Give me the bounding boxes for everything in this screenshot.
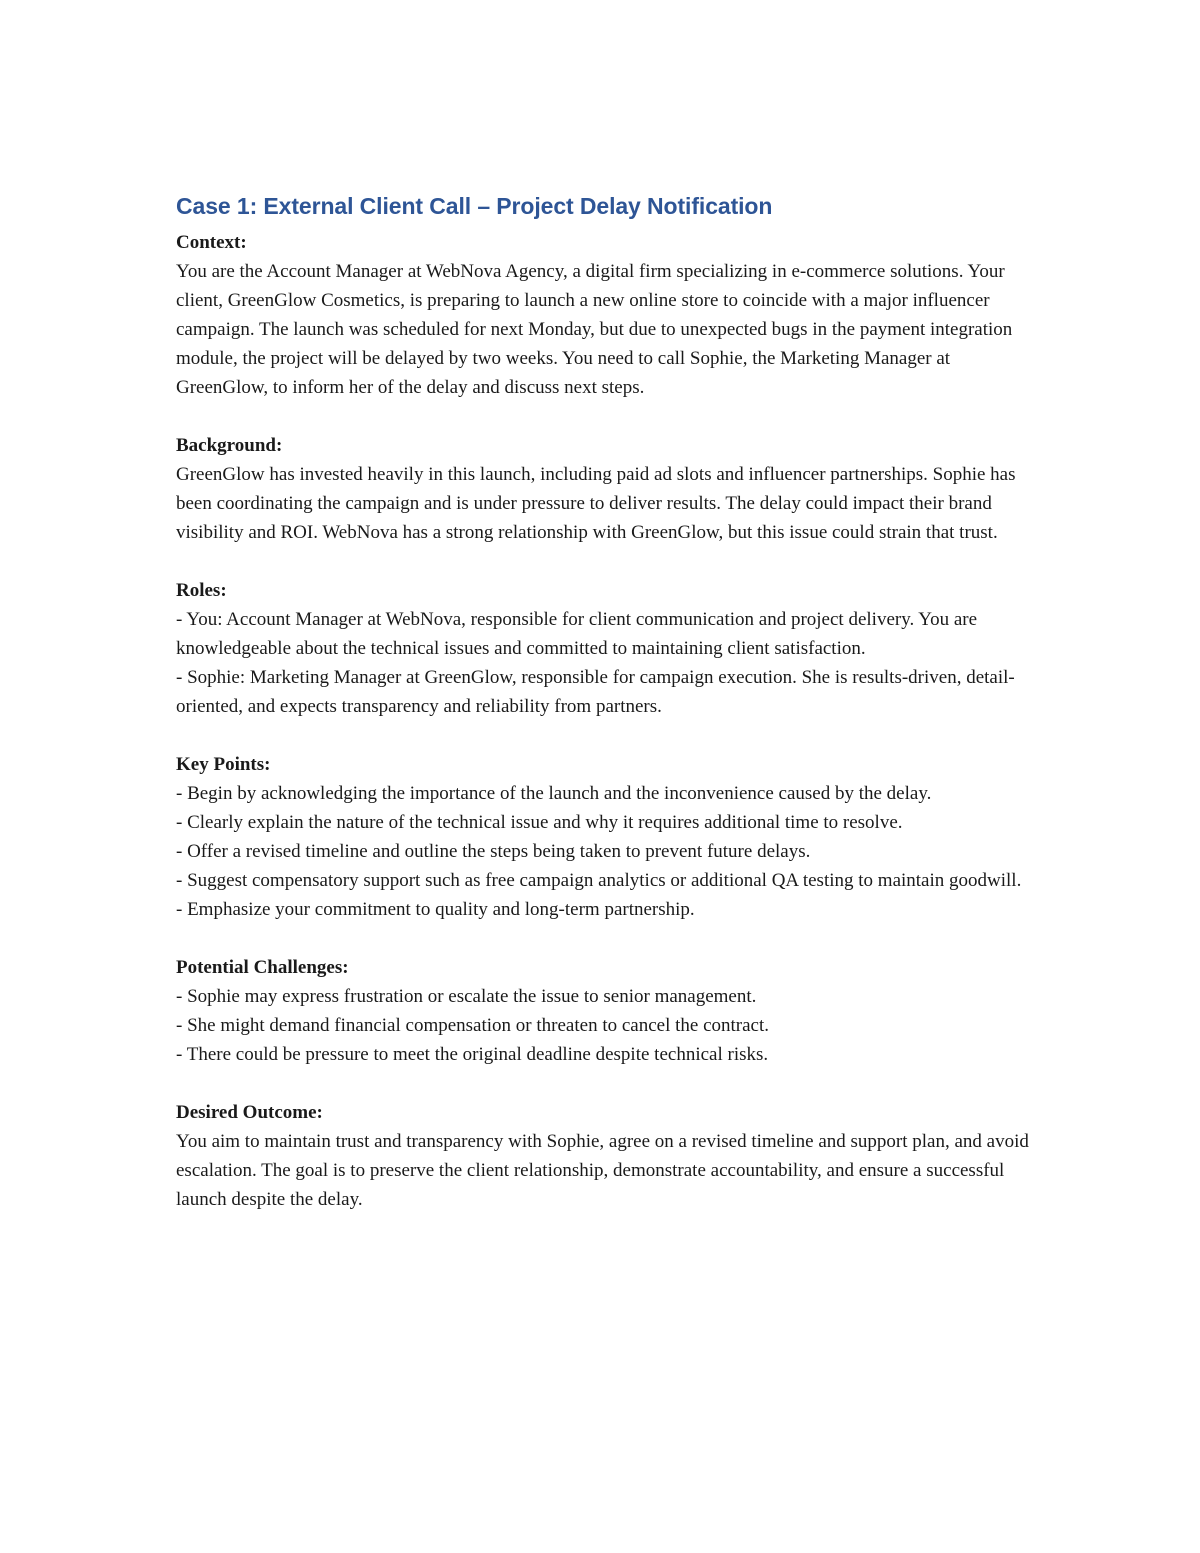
section-outcome [176, 1098, 1036, 1214]
challenge-item: - She might demand financial compensation or threaten to cancel the contract. [176, 1015, 769, 1036]
background-heading: Background: [176, 435, 283, 456]
key-points-heading: Key Points: [176, 754, 271, 775]
key-point-item: - Offer a revised timeline and outline the steps being taken to prevent future delays. [176, 841, 811, 862]
section-roles [176, 576, 1036, 721]
challenges-heading: Potential Challenges: [176, 957, 349, 978]
context-heading: Context: [176, 232, 247, 253]
section-challenges [176, 953, 1036, 1069]
document-page [176, 190, 1036, 1243]
section-context [176, 228, 1036, 402]
section-background [176, 431, 1036, 547]
roles-item: - Sophie: Marketing Manager at GreenGlow, responsible for campaign execution. She is results-driven, detail-oriented, and expects transparency and reliability from partners. [176, 667, 1015, 717]
key-point-item: - Begin by acknowledging the importance of the launch and the inconvenience caused by the delay. [176, 783, 932, 804]
case-title: Case 1: External Client Call – Project Delay Notification [176, 193, 773, 219]
key-point-item: - Clearly explain the nature of the technical issue and why it requires additional time to resolve. [176, 812, 903, 833]
outcome-text: You aim to maintain trust and transparency with Sophie, agree on a revised timeline and support plan, and avoid escalation. The goal is to preserve the client relationship, demonstrate accountability, and ensure a successful launch despite the delay. [176, 1131, 1029, 1210]
roles-heading: Roles: [176, 580, 227, 601]
challenge-item: - There could be pressure to meet the original deadline despite technical risks. [176, 1044, 769, 1065]
background-text: GreenGlow has invested heavily in this launch, including paid ad slots and influencer partnerships. Sophie has been coordinating the campaign and is under pressure to deliver results. The delay could impact their brand visibility and ROI. WebNova has a strong relationship with GreenGlow, but this issue could strain that trust. [176, 464, 1016, 543]
outcome-heading: Desired Outcome: [176, 1102, 323, 1123]
context-text: You are the Account Manager at WebNova Agency, a digital firm specializing in e-commerce solutions. Your client, GreenGlow Cosmetics, is preparing to launch a new online store to coincide with a major influencer campaign. The launch was scheduled for next Monday, but due to unexpected bugs in the payment integration module, the project will be delayed by two weeks. You need to call Sophie, the Marketing Manager at GreenGlow, to inform her of the delay and discuss next steps. [176, 261, 1013, 398]
key-point-item: - Emphasize your commitment to quality and long-term partnership. [176, 899, 695, 920]
section-key-points [176, 750, 1036, 924]
challenge-item: - Sophie may express frustration or escalate the issue to senior management. [176, 986, 757, 1007]
roles-item: - You: Account Manager at WebNova, responsible for client communication and project delivery. You are knowledgeable about the technical issues and committed to maintaining client satisfaction. [176, 609, 978, 659]
key-point-item: - Suggest compensatory support such as free campaign analytics or additional QA testing to maintain goodwill. [176, 870, 1022, 891]
